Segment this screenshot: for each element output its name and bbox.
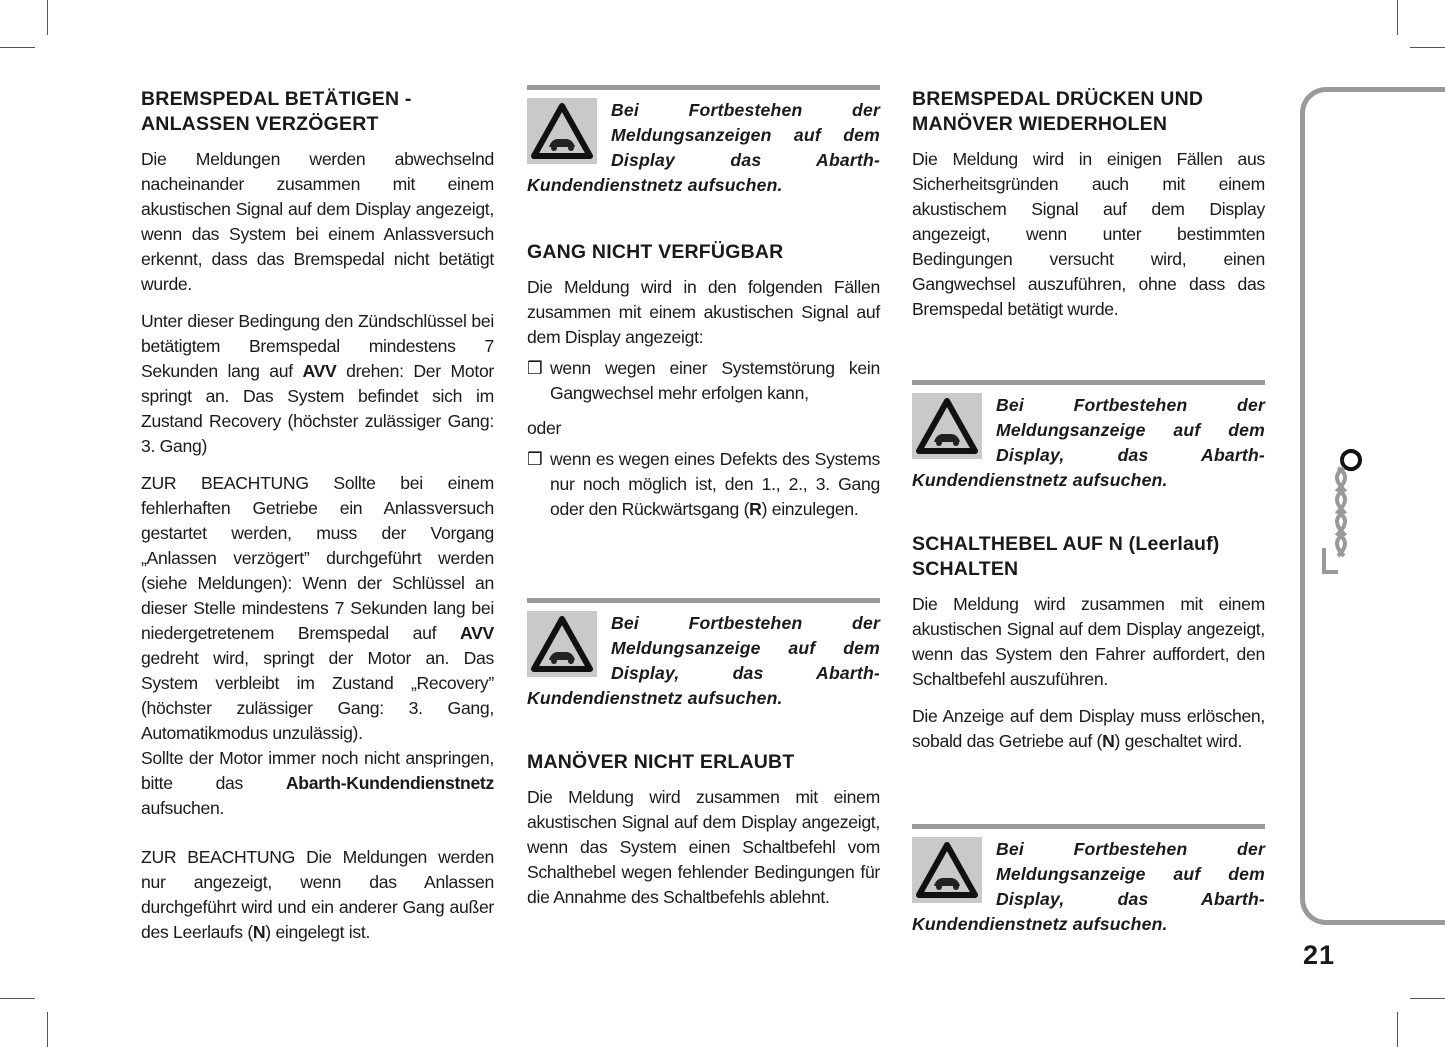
warning-text: Bei Fortbestehen der Meldungsanzeige auf dem Display, das Abarth-Kundendienstnetz aufsuchen.: [912, 839, 1265, 934]
section-bremspedal-betaetigen: [141, 87, 494, 957]
section-heading: BREMSPEDAL DRÜCKEN UND MANÖVER WIEDERHOLEN: [912, 88, 1204, 135]
section-heading: SCHALTHEBEL AUF N (Leerlauf) SCHALTEN: [912, 533, 1220, 580]
warning-text: Bei Fortbestehen der Meldungsanzeige auf dem Display, das Abarth-Kundendienstnetz aufsuchen.: [912, 395, 1265, 490]
section-heading: BREMSPEDAL BETÄTIGEN - ANLASSEN VERZÖGERT: [141, 88, 412, 135]
section-gang-nicht-verfuegbar: [527, 240, 880, 532]
crop-mark: [1397, 1012, 1398, 1047]
paragraph: Unter dieser Bedingung den Zündschlüssel bei betätigtem Bremspedal mindestens 7 Sekunden lang auf AVV drehen: Der Motor springt an. Das System befindet sich im Zustand Recovery (höchster zulässiger Gang: 3. Gang): [141, 311, 494, 456]
paragraph: oder: [527, 418, 562, 438]
section-schalthebel-auf-n: [912, 532, 1265, 766]
fiat-500-logo: [1318, 448, 1362, 578]
list-item: ❒ wenn es wegen eines Defekts des Systems nur noch möglich ist, den 1., 2., 3. Gang oder den Rückwärtsgang (R) einzulegen.: [527, 449, 880, 519]
paragraph: Die Meldung wird zusammen mit einem akustischen Signal auf dem Display angezeigt, wenn das System den Fahrer auffordert, den Schaltbefehl auszuführen.: [912, 594, 1265, 689]
paragraph: Die Anzeige auf dem Display muss erlöschen, sobald das Getriebe auf (N) geschaltet wird.: [912, 706, 1265, 751]
section-heading: GANG NICHT VERFÜGBAR: [527, 241, 784, 263]
crop-mark: [1397, 0, 1398, 35]
checkbox-bullet-icon: ❒: [527, 449, 543, 469]
checkbox-bullet-icon: ❒: [527, 358, 543, 378]
crop-mark: [0, 998, 35, 999]
section-heading: MANÖVER NICHT ERLAUBT: [527, 751, 795, 773]
paragraph: ZUR BEACHTUNG Sollte bei einem fehlerhaften Getriebe ein Anlassversuch gestartet werden, muss der Vorgang „Anlassen verzögert” durchgeführt werden (siehe Meldungen): Wenn der Schlüssel an dieser Stelle mindestens 7 Sekunden lang bei niedergetretenem Bremspedal auf AVV gedreht wird, springt der Motor an. Das System verbleibt im Zustand „Recovery” (höchster zulässiger Gang: 3. Gang, Automatikmodus unzulässig). Sollte der Motor immer noch nicht anspringen, bitte das Abarth-Kundendienstnetz aufsuchen.: [141, 473, 494, 818]
crop-mark: [1410, 998, 1445, 999]
paragraph: Die Meldung wird in einigen Fällen aus Sicherheitsgründen auch mit einem akustischem Signal auf dem Display angezeigt, wenn unter bestimmten Bedingungen versucht wird, einen Gangwechsel auszuführen, ohne dass das Bremspedal betätigt wurde.: [912, 149, 1265, 319]
warning-car-icon: [527, 98, 597, 164]
paragraph: Die Meldung wird zusammen mit einem akustischen Signal auf dem Display angezeigt, wenn das System einen Schaltbefehl vom Schalthebel wegen fehlender Bedingungen für die Annahme des Schaltbefehls ablehnt.: [527, 787, 880, 907]
crop-mark: [0, 47, 35, 48]
warning-car-icon: [912, 837, 982, 903]
warning-text: Bei Fortbestehen der Meldungsanzeige auf dem Display, das Abarth-Kundendienstnetz aufsuchen.: [527, 613, 880, 708]
warning-car-icon: [912, 393, 982, 459]
warning-box: [527, 598, 880, 711]
bullet-list: [527, 447, 880, 522]
warning-box: [912, 380, 1265, 493]
section-bremspedal-druecken: [912, 87, 1265, 334]
bullet-list: [527, 356, 880, 406]
warning-box: [527, 85, 880, 198]
section-manoever-nicht-erlaubt: [527, 750, 880, 922]
list-item: ❒ wenn wegen einer Systemstörung kein Gangwechsel mehr erfolgen kann,: [527, 358, 880, 403]
paragraph: Die Meldung wird in den folgenden Fällen zusammen mit einem akustischen Signal auf dem Display angezeigt:: [527, 277, 880, 347]
crop-mark: [47, 0, 48, 35]
warning-car-icon: [527, 611, 597, 677]
page-number: 21: [1303, 940, 1336, 970]
crop-mark: [1410, 47, 1445, 48]
paragraph: Die Meldungen werden abwechselnd nacheinander zusammen mit einem akustischen Signal auf dem Display angezeigt, wenn das System bei einem Anlassversuch erkennt, dass das Bremspedal nicht betätigt wurde.: [141, 149, 494, 294]
warning-box: [912, 824, 1265, 937]
crop-mark: [47, 1012, 48, 1047]
paragraph: ZUR BEACHTUNG Die Meldungen werden nur angezeigt, wenn das Anlassen durchgeführt wird und ein anderer Gang außer des Leerlaufs (N) eingelegt ist.: [141, 847, 494, 942]
warning-text: Bei Fortbestehen der Meldungsanzeigen auf dem Display das Abarth-Kundendienstnetz aufsuchen.: [527, 100, 880, 195]
